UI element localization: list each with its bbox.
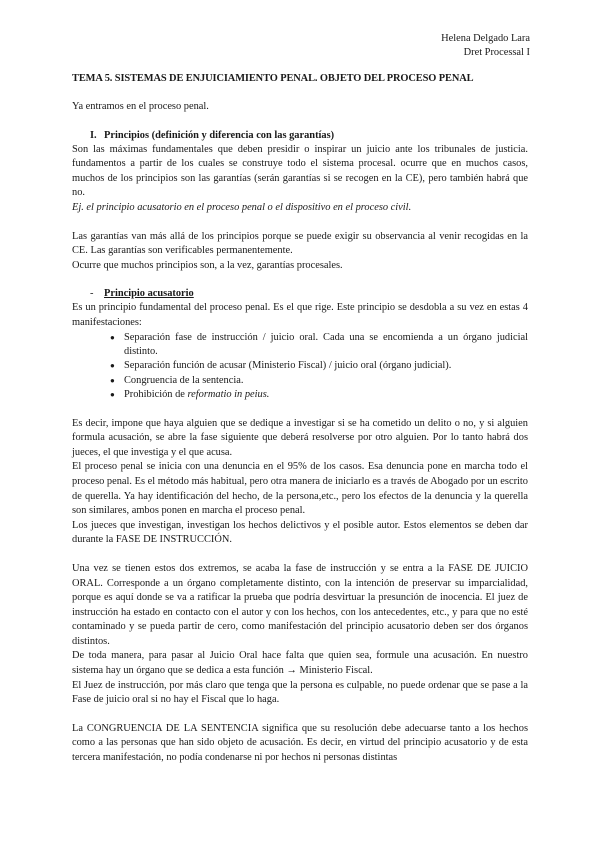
bullet-icon: ● (110, 332, 115, 342)
bullet-icon: ● (110, 390, 115, 400)
paragraph: Los jueces que investigan, investigan los hechos delictivos y el posible autor. Estos elementos se deben dar durante la FASE DE INSTRUCCIÓN. (72, 519, 528, 546)
subsection-dash: - (90, 288, 94, 300)
intro-paragraph: Ya entramos en el proceso penal. (72, 101, 209, 112)
page-header (72, 32, 530, 60)
example-paragraph: Ej. el principio acusatorio en el proceso penal o el dispositivo en el proceso civil. (72, 201, 412, 213)
section-heading (72, 129, 528, 143)
list-item: ● Separación función de acusar (Ministerio Fiscal) / juicio oral (órgano judicial). (110, 359, 528, 373)
paragraph: Es decir, impone que haya alguien que se dedique a investigar si se ha cometido un delito o no, y si alguien formula acusación, se abre la fase siguiente que deberá resolverse por otro alguien. Por lo tanto habrá dos jueces, el que investiga y el que acusa. (72, 417, 528, 458)
paragraph: De toda manera, para pasar al Juicio Oral hace falta que quien sea, formule una acusación. En nuestro sistema hay un órgano que se dedica a esta función → Ministerio Fiscal. (72, 650, 528, 677)
course-name: Dret Processal I (463, 47, 530, 58)
paragraph: La CONGRUENCIA DE LA SENTENCIA significa que su resolución debe adecuarse tanto a los hechos como a las personas que han sido objeto de acusación. Es decir, en virtud del principio acusatorio y de esta tercera manifestación, no podía condenarse ni por hechos ni personas distintas (72, 722, 528, 764)
author-name: Helena Delgado Lara (441, 33, 530, 44)
list-item: ● Separación fase de instrucción / juicio oral. Cada una se encomienda a un órgano judicial distinto. (110, 331, 528, 357)
manifestations-list (72, 331, 528, 403)
list-item: ● Prohibición de reformatio in peius. (110, 388, 528, 402)
paragraph: Las garantías van más allá de los principios porque se puede exigir su observancia al venir recogidas en la CE. Las garantías son verificables permanentemente. (72, 230, 528, 257)
document-title: TEMA 5. SISTEMAS DE ENJUICIAMIENTO PENAL. OBJETO DEL PROCESO PENAL (72, 73, 474, 84)
paragraph: El Juez de instrucción, por más claro que tenga que la persona es culpable, no puede ordenar que se pase a la Fase de juicio oral si no hay el Fiscal que lo haga. (72, 679, 528, 706)
bullet-icon: ● (110, 361, 115, 371)
section-number: I. (90, 129, 97, 141)
paragraph: El proceso penal se inicia con una denuncia en el 95% de los casos. Esa denuncia pone en marcha todo el proceso penal. Es el método más habitual, pero otra manera de iniciarlo es a través de Abogado por un escrito de querella. Ya hay identificación del hecho, de la persona,etc., pero los efectos de la denuncia y la querella son similares, ambos ponen en marcha el proceso penal. (72, 461, 528, 517)
paragraph: Es un principio fundamental del proceso penal. Es el que rige. Este principio se desdobla a su vez en estas 4 manifestaciones: (72, 302, 528, 328)
paragraph: Son las máximas fundamentales que deben presidir o inspirar un juicio ante los tribunales de justicia. fundamentos a partir de los cuales se construye todo el sistema procesal. ocurre que en muchos casos, muchos de los principios son las garantías (serán garantías si se recogen en la CE), pero también habrá que no. (72, 143, 528, 199)
list-item: ● Congruencia de la sentencia. (110, 374, 528, 388)
paragraph: Ocurre que muchos principios son, a la vez, garantías procesales. (72, 259, 343, 271)
subsection-title: Principio acusatorio (104, 288, 194, 300)
bullet-icon: ● (110, 375, 115, 385)
subsection-heading (72, 287, 528, 301)
paragraph: Una vez se tienen estos dos extremos, se acaba la fase de instrucción y se entra a la FASE DE JUICIO ORAL. Corresponde a un órgano completamente distinto, con la intención de preservar su imparcialidad, porque es aquí donde se va a ratificar la prueba que podría desvirtuar la presunción de inocencia. El juez de instrucción ha estado en contacto con el autor y con los hechos, con los antecedentes, etc., y para que no esté contaminado y se pueda partir de cero, como manifestación del principio acusatorio deben ser dos órganos distintos. (72, 562, 528, 647)
section-title: Principios (definición y diferencia con las garantías) (104, 129, 335, 141)
